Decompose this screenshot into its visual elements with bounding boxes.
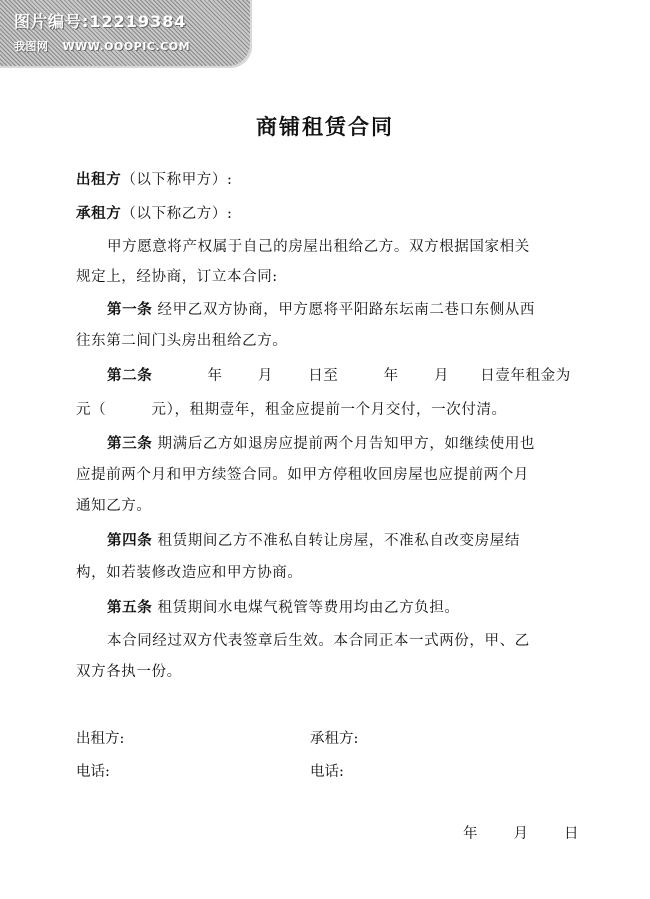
article-2-year-2: 年	[383, 368, 399, 384]
article-1-text: 经甲乙双方协商，甲方愿将平阳路东坛南二巷口东侧从西	[152, 302, 536, 318]
lessee-signature-label: 承租方:	[310, 731, 359, 747]
article-2-day-to: 日至	[308, 368, 339, 384]
lessor-label: 出租方	[76, 171, 122, 188]
article-5-heading: 第五条	[107, 599, 153, 616]
article-3-text: 期满后乙方如退房应提前两个月告知甲方，如继续使用也	[152, 436, 536, 452]
article-2-line-1	[107, 364, 571, 385]
article-2-month-2: 月	[433, 368, 450, 384]
article-4-heading: 第四条	[107, 532, 153, 549]
lessee-note: （以下称乙方）:	[121, 206, 233, 222]
article-2-rent-text: 日壹年租金为	[480, 368, 571, 384]
watermark-banner	[0, 0, 252, 68]
lessor-signature-label: 出租方:	[76, 731, 125, 747]
article-1-line-1	[107, 298, 535, 319]
date-year: 年	[463, 826, 478, 842]
closing-line-2: 双方各执一份。	[76, 664, 182, 680]
article-3-heading: 第三条	[107, 435, 153, 452]
closing-line-1: 本合同经过双方代表签章后生效。本合同正本一式两份，甲、乙	[107, 633, 530, 649]
lessor-party-line	[76, 168, 233, 189]
lessee-party-line	[76, 202, 233, 223]
article-3-line-1	[107, 432, 535, 453]
article-3-line-3: 通知乙方。	[76, 498, 152, 514]
article-2-year: 年	[207, 368, 223, 384]
article-4-line-1	[107, 529, 520, 550]
article-2-month: 月	[257, 368, 273, 384]
lessor-phone-label: 电话:	[76, 764, 110, 780]
watermark-id: 图片编号:12219384	[14, 12, 187, 31]
date-day: 日	[564, 826, 579, 842]
article-1-line-2: 往东第二间门头房出租给乙方。	[76, 333, 288, 349]
article-1-heading: 第一条	[107, 301, 153, 318]
intro-line-1: 甲方愿意将产权属于自己的房屋出租给乙方。双方根据国家相关	[107, 239, 530, 255]
signing-date	[463, 822, 579, 843]
article-5-line-1	[107, 596, 460, 617]
article-4-text: 租赁期间乙方不准私自转让房屋，不准私自改变房屋结	[152, 533, 520, 549]
article-3-line-2: 应提前两个月和甲方续签合同。如甲方停租收回房屋也应提前两个月	[76, 467, 529, 483]
article-2-heading: 第二条	[107, 367, 153, 384]
lessor-note: （以下称甲方）:	[121, 172, 233, 188]
date-month: 月	[513, 826, 528, 842]
watermark-site-url: WWW.OOOPIC.COM	[62, 40, 191, 53]
document-title: 商铺租赁合同	[256, 114, 394, 139]
lessee-phone-label: 电话:	[310, 764, 344, 780]
article-5-text: 租赁期间水电煤气税管等费用均由乙方负担。	[152, 600, 460, 616]
lessee-label: 承租方	[76, 205, 122, 222]
watermark-site-name: 我图网	[14, 40, 49, 53]
intro-line-2: 规定上，经协商，订立本合同:	[76, 269, 278, 285]
watermark-site	[14, 38, 190, 54]
article-2-line-2: 元（ 元），租期壹年，租金应提前一个月交付，一次付清。	[76, 402, 507, 418]
article-4-line-2: 构，如若装修改造应和甲方协商。	[76, 565, 303, 581]
